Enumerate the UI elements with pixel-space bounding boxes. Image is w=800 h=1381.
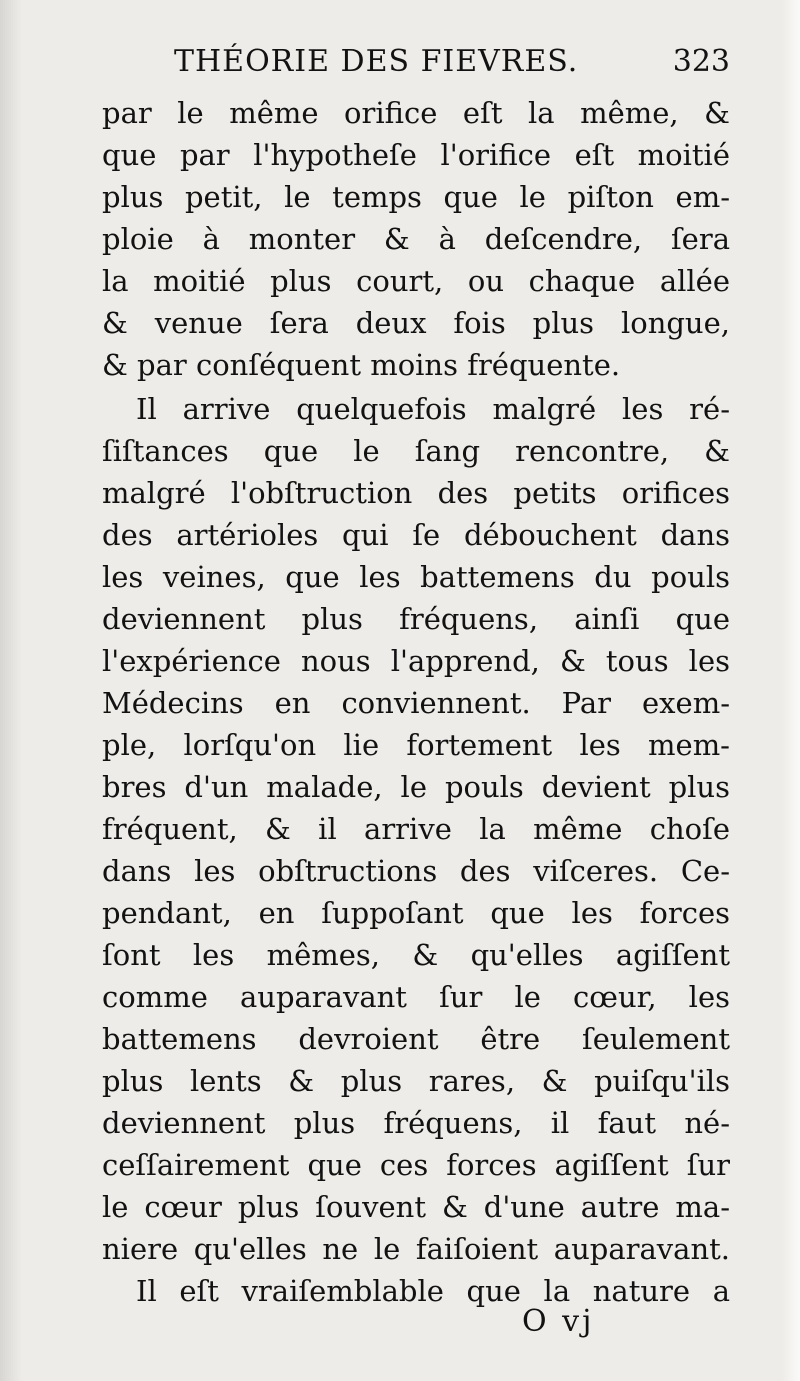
text-line: battemens devroient être ſeulement (102, 1022, 730, 1056)
text-line: le cœur plus ſouvent & d'une autre ma- (102, 1190, 730, 1224)
text-line: ſont les mêmes, & qu'elles agiſſent (102, 938, 730, 972)
text-line: par le même orifice eſt la même, & (102, 96, 730, 130)
paragraph-first-line: Il arrive quelquefois malgré les ré- (136, 392, 730, 426)
text-line: deviennent plus fréquens, ainſi que (102, 602, 730, 636)
text-line: ſiſtances que le ſang rencontre, & (102, 434, 730, 468)
text-line: pendant, en ſuppoſant que les forces (102, 896, 730, 930)
text-line: & venue ſera deux fois plus longue, (102, 306, 730, 340)
text-line: que par l'hypotheſe l'orifice eſt moitié (102, 138, 730, 172)
text-line: dans les obſtructions des viſceres. Ce- (102, 854, 730, 888)
text-line: fréquent, & il arrive la même choſe (102, 812, 730, 846)
text-line: l'expérience nous l'apprend, & tous les (102, 644, 730, 678)
text-line: ple, lorſqu'on lie fortement les mem- (102, 728, 730, 762)
text-line: malgré l'obſtruction des petits orifices (102, 476, 730, 510)
text-line: niere qu'elles ne le faiſoient auparavant. (102, 1232, 730, 1266)
page-number: 323 (672, 44, 730, 79)
text-line: deviennent plus fréquens, il faut né- (102, 1106, 730, 1140)
text-line: plus lents & plus rares, & puiſqu'ils (102, 1064, 730, 1098)
running-title: THÉORIE DES FIEVRES. (174, 44, 579, 79)
text-line: comme auparavant ſur le cœur, les (102, 980, 730, 1014)
page-text-block (102, 40, 730, 1312)
text-line: ceſſairement que ces forces agiſſent ſur (102, 1148, 730, 1182)
text-line: des artérioles qui ſe débouchent dans (102, 518, 730, 552)
text-line: plus petit, le temps que le piſton em- (102, 180, 730, 214)
text-line: & par conſéquent moins fréquente. (102, 348, 621, 382)
text-line: Médecins en conviennent. Par exem- (102, 686, 730, 720)
signature-mark: O vj (522, 1304, 595, 1339)
paragraph-first-line: Il eſt vraiſemblable que la nature a (136, 1274, 730, 1308)
text-line: la moitié plus court, ou chaque allée (102, 264, 730, 298)
page-edge (782, 0, 800, 1381)
page-header (102, 40, 730, 92)
gutter-shadow (0, 0, 22, 1381)
text-line: ploie à monter & à deſcendre, ſera (102, 222, 730, 256)
text-line: les veines, que les battemens du pouls (102, 560, 730, 594)
text-line: bres d'un malade, le pouls devient plus (102, 770, 730, 804)
